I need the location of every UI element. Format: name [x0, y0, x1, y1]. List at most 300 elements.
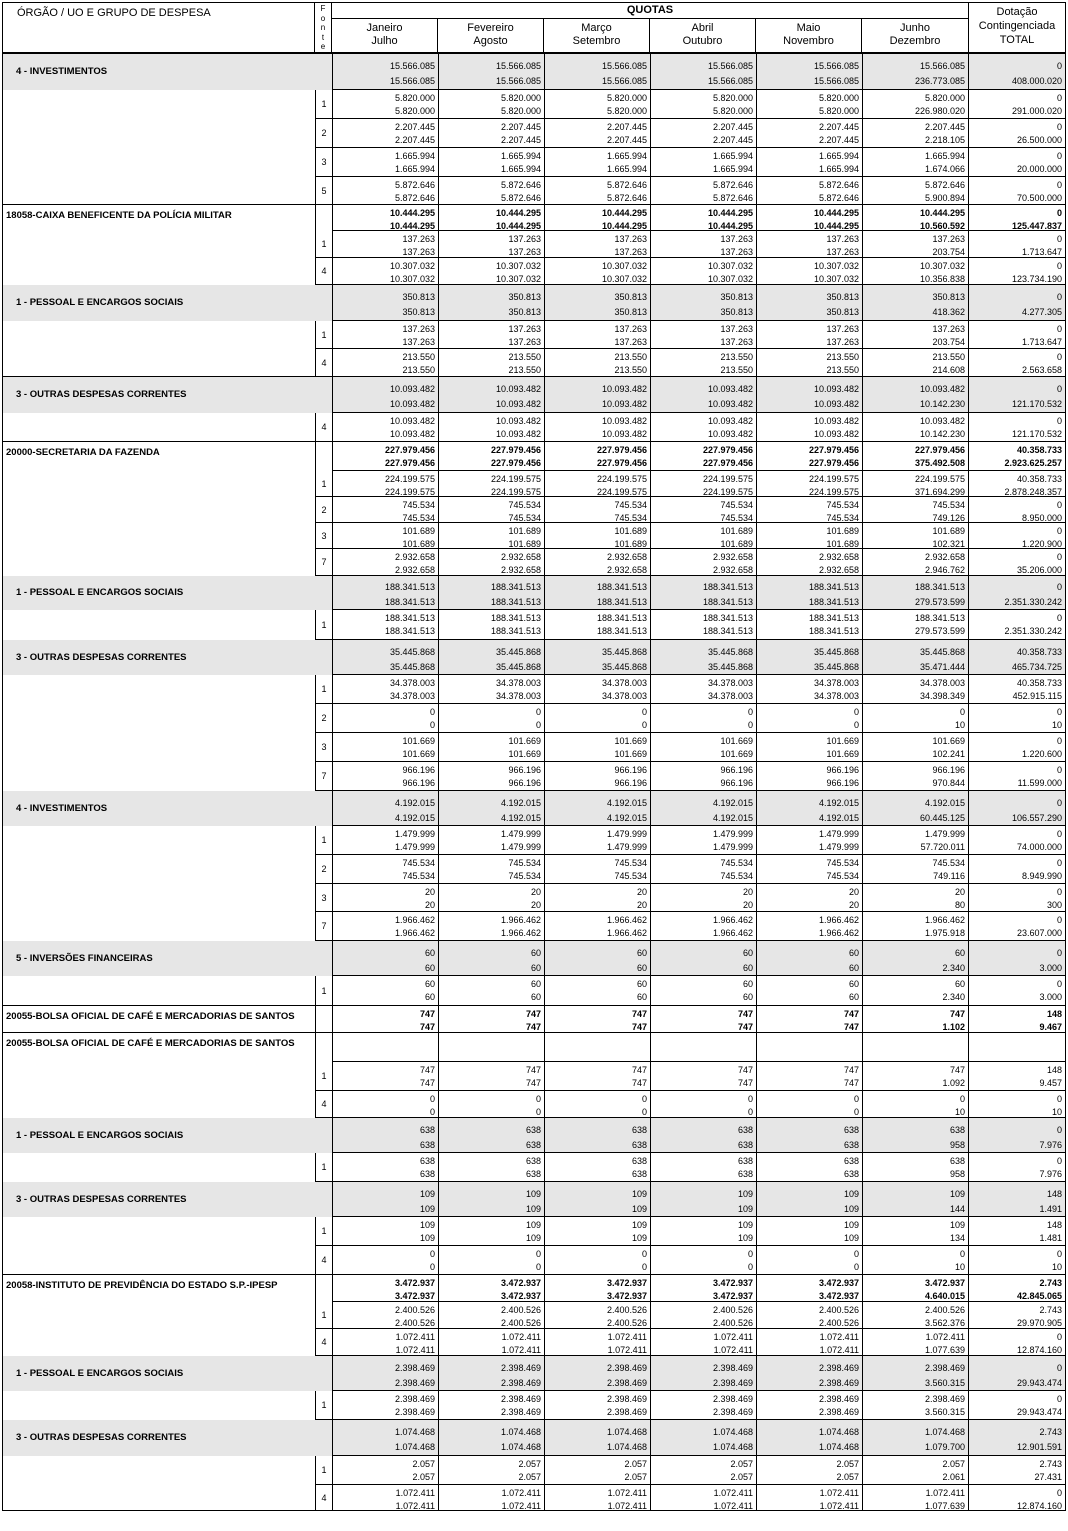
value-second-semester: 2.563.658	[1021, 364, 1062, 375]
value-second-semester: 0	[429, 1106, 435, 1117]
quota-cell	[651, 413, 757, 442]
value-second-semester: 2.398.469	[394, 1377, 435, 1388]
quota-cell	[545, 791, 651, 826]
value-second-semester: 1.479.999	[606, 841, 647, 852]
value-second-semester: 3.472.937	[606, 1290, 647, 1301]
value-first-semester: 3.472.937	[712, 1278, 753, 1288]
value-second-semester: 101.689	[720, 538, 753, 549]
group-row	[2, 941, 1066, 976]
value-second-semester: 60	[848, 991, 859, 1002]
value-second-semester: 1.966.462	[606, 927, 647, 938]
quota-cell	[439, 523, 545, 549]
value-first-semester: 350.813	[402, 292, 435, 302]
value-second-semester: 29.943.474	[1016, 1377, 1062, 1388]
value-second-semester: 35.206.000	[1016, 564, 1062, 575]
quota-cell	[863, 576, 969, 610]
quota-cell	[651, 377, 757, 413]
quota-cell	[651, 733, 757, 762]
value-second-semester: 2.057	[624, 1471, 647, 1482]
value-second-semester: 236.773.085	[914, 76, 965, 86]
value-first-semester: 1.074.468	[712, 1427, 753, 1437]
value-first-semester: 0	[1056, 1156, 1062, 1166]
fonte-letter: t	[321, 32, 325, 42]
quota-cell	[439, 1246, 545, 1275]
fonte-code: 2	[315, 497, 333, 523]
value-first-semester: 5.820.000	[712, 93, 753, 103]
dotacao-cell	[969, 119, 1066, 148]
quota-cell	[757, 205, 863, 231]
quota-cell	[333, 177, 439, 205]
value-second-semester: 10.307.032	[707, 273, 753, 284]
value-second-semester: 2.398.469	[712, 1377, 753, 1388]
dotacao-cell	[969, 1302, 1066, 1329]
quota-cell	[333, 791, 439, 826]
fonte-code: 4	[315, 258, 333, 285]
value-first-semester: 5.872.646	[712, 180, 753, 190]
quota-cell	[333, 941, 439, 976]
value-first-semester: 2.932.658	[606, 552, 647, 562]
value-first-semester: 1.665.994	[394, 151, 435, 161]
value-second-semester: 1.491	[1039, 1203, 1062, 1214]
value-first-semester: 747	[419, 1065, 435, 1075]
fonte-letter: F	[320, 4, 326, 13]
value-second-semester: 101.669	[614, 748, 647, 759]
value-first-semester: 15.566.085	[601, 61, 647, 71]
quota-cell	[545, 523, 651, 549]
quota-cell	[651, 1153, 757, 1182]
value-second-semester: 57.720.011	[920, 841, 965, 852]
row-label	[2, 826, 333, 855]
quota-cell	[545, 1118, 651, 1153]
quota-cell	[545, 1485, 651, 1511]
value-second-semester: 10.307.032	[813, 273, 859, 284]
value-second-semester: 15.566.085	[601, 76, 647, 86]
fonte-code	[315, 205, 333, 231]
value-first-semester: 20	[954, 887, 965, 897]
quota-cell	[863, 941, 969, 976]
value-second-semester: 34.378.003	[495, 690, 541, 701]
value-second-semester: 35.445.868	[601, 661, 647, 672]
row-divider	[2, 1510, 1066, 1511]
value-first-semester: 4.192.015	[924, 797, 965, 808]
fonte-code: 1	[315, 1217, 333, 1246]
value-second-semester: 101.689	[402, 538, 435, 549]
value-first-semester: 10.093.482	[389, 416, 435, 426]
quota-cell	[757, 610, 863, 640]
value-first-semester: 0	[429, 1094, 435, 1104]
value-first-semester: 10.093.482	[707, 416, 753, 426]
value-second-semester: 2.398.469	[712, 1406, 753, 1417]
value-second-semester: 137.263	[508, 246, 541, 257]
fonte-code: 2	[315, 855, 333, 884]
value-second-semester: 188.341.513	[596, 625, 647, 636]
quota-cell	[545, 610, 651, 640]
value-first-semester: 10.093.482	[601, 416, 647, 426]
fonte-row	[2, 1217, 1066, 1246]
quota-cell	[439, 1006, 545, 1033]
value-second-semester: 2.207.445	[500, 134, 541, 145]
value-first-semester: 0	[959, 1094, 965, 1104]
quota-cell	[545, 1182, 651, 1217]
value-first-semester: 109	[631, 1188, 647, 1199]
value-first-semester: 34.378.003	[813, 678, 859, 688]
quota-cell	[439, 54, 545, 90]
value-first-semester: 0	[535, 707, 541, 717]
value-second-semester: 10.093.482	[495, 399, 541, 409]
value-first-semester: 745.534	[720, 500, 753, 510]
value-second-semester: 745.534	[508, 512, 541, 523]
fonte-code	[315, 1356, 333, 1391]
value-first-semester: 227.979.456	[702, 445, 753, 455]
quota-cell	[651, 884, 757, 912]
value-second-semester: 747	[419, 1021, 435, 1032]
value-second-semester: 747	[525, 1021, 541, 1032]
value-first-semester: 0	[1056, 292, 1062, 302]
value-second-semester: 60	[636, 962, 647, 973]
value-second-semester: 10.093.482	[707, 428, 753, 439]
value-first-semester: 1.665.994	[924, 151, 965, 161]
value-second-semester: 0	[747, 1261, 753, 1272]
value-first-semester: 1.074.468	[606, 1427, 647, 1437]
quota-cell	[545, 1062, 651, 1091]
fonte-row	[2, 148, 1066, 177]
value-second-semester: 2.398.469	[500, 1377, 541, 1388]
dotacao-cell	[969, 1182, 1066, 1217]
value-first-semester: 10.307.032	[601, 261, 647, 271]
value-first-semester: 227.979.456	[914, 445, 965, 455]
quota-cell	[545, 1217, 651, 1246]
value-first-semester: 109	[419, 1220, 435, 1230]
group-row	[2, 1182, 1066, 1217]
quota-cell	[545, 413, 651, 442]
fonte-row	[2, 762, 1066, 791]
quota-cell	[651, 1062, 757, 1091]
value-second-semester: 2.207.445	[818, 134, 859, 145]
value-first-semester: 148	[1046, 1220, 1062, 1230]
value-first-semester: 188.341.513	[914, 613, 965, 623]
value-second-semester: 1.479.999	[394, 841, 435, 852]
value-first-semester: 966.196	[508, 765, 541, 775]
value-second-semester: 137.263	[614, 336, 647, 347]
value-second-semester: 2.400.526	[818, 1317, 859, 1328]
quota-cell	[545, 258, 651, 285]
value-second-semester: 106.557.290	[1011, 812, 1062, 823]
value-second-semester: 2.061	[942, 1471, 965, 1482]
value-first-semester: 0	[1056, 613, 1062, 623]
value-second-semester: 10.093.482	[813, 399, 859, 409]
value-second-semester: 188.341.513	[384, 625, 435, 636]
quota-cell	[333, 321, 439, 349]
quota-cell	[439, 1153, 545, 1182]
value-first-semester: 0	[1056, 552, 1062, 562]
value-first-semester: 0	[747, 707, 753, 717]
value-second-semester: 20	[848, 899, 859, 910]
value-first-semester: 1.072.411	[395, 1488, 435, 1498]
value-second-semester: 213.550	[508, 364, 541, 375]
row-label	[2, 471, 333, 497]
value-first-semester: 2.398.469	[818, 1394, 859, 1404]
quota-cell	[863, 54, 969, 90]
value-second-semester: 144	[949, 1203, 965, 1214]
row-label: 1 - PESSOAL E ENCARGOS SOCIAIS	[2, 285, 333, 321]
dotacao-cell	[969, 762, 1066, 791]
fonte-code	[315, 1006, 333, 1033]
quota-cell	[439, 90, 545, 119]
month-top: Junho	[900, 22, 930, 34]
quota-cell	[757, 704, 863, 733]
value-first-semester: 0	[1056, 180, 1062, 190]
dotacao-cell	[969, 231, 1066, 258]
quota-cell	[333, 762, 439, 791]
value-second-semester: 10.444.295	[813, 220, 859, 231]
dotacao-cell	[969, 1091, 1066, 1118]
value-first-semester: 745.534	[508, 500, 541, 510]
value-first-semester: 109	[843, 1220, 859, 1230]
value-first-semester: 5.820.000	[394, 93, 435, 103]
quota-cell	[333, 1329, 439, 1356]
quota-cell	[545, 733, 651, 762]
value-first-semester: 15.566.085	[389, 61, 435, 71]
quota-cell	[333, 1302, 439, 1329]
value-second-semester: 10.093.482	[495, 428, 541, 439]
value-first-semester: 10.307.032	[495, 261, 541, 271]
value-first-semester: 0	[1056, 1124, 1062, 1135]
value-first-semester: 40.358.733	[1016, 445, 1062, 455]
value-first-semester: 10.093.482	[495, 384, 541, 394]
month-bottom: Dezembro	[889, 35, 941, 47]
value-second-semester: 2.207.445	[712, 134, 753, 145]
row-label	[2, 119, 333, 148]
value-second-semester: 0	[641, 719, 647, 730]
value-first-semester: 10.093.482	[919, 416, 965, 426]
value-second-semester: 745.534	[508, 870, 541, 881]
value-first-semester: 2.932.658	[394, 552, 435, 562]
value-first-semester: 638	[419, 1156, 435, 1166]
month-top: Abril	[691, 22, 714, 34]
value-second-semester: 638	[737, 1168, 753, 1179]
value-second-semester: 15.566.085	[813, 76, 859, 86]
value-first-semester: 60	[954, 979, 965, 989]
value-first-semester: 20	[848, 887, 859, 897]
value-first-semester: 101.669	[508, 736, 541, 746]
quota-cell	[545, 54, 651, 90]
month-bottom: Agosto	[473, 35, 508, 47]
value-first-semester: 2.398.469	[818, 1362, 859, 1373]
value-first-semester: 137.263	[402, 324, 435, 334]
quota-cell	[439, 855, 545, 884]
quota-cell	[757, 442, 863, 471]
fonte-row	[2, 1485, 1066, 1511]
quota-cell	[651, 54, 757, 90]
value-first-semester: 0	[1056, 526, 1062, 536]
quota-cell	[333, 205, 439, 231]
value-second-semester: 745.534	[614, 870, 647, 881]
fonte-code	[315, 640, 333, 675]
value-first-semester: 0	[1056, 384, 1062, 394]
dotacao-cell	[969, 1391, 1066, 1420]
value-first-semester: 34.378.003	[601, 678, 647, 688]
value-second-semester: 188.341.513	[384, 597, 435, 607]
value-first-semester: 0	[1056, 947, 1062, 958]
value-second-semester: 10	[954, 1106, 965, 1117]
value-second-semester: 11.599.000	[1017, 777, 1062, 788]
value-first-semester: 2.207.445	[500, 122, 541, 132]
value-second-semester: 0	[747, 1106, 753, 1117]
quota-cell	[333, 733, 439, 762]
value-second-semester: 2.207.445	[606, 134, 647, 145]
value-second-semester: 80	[954, 899, 965, 910]
fonte-code: 1	[315, 90, 333, 119]
quota-cell	[863, 549, 969, 576]
value-second-semester: 10.307.032	[495, 273, 541, 284]
value-second-semester: 2.878.248.357	[1004, 486, 1062, 497]
value-second-semester: 188.341.513	[808, 597, 859, 607]
value-second-semester: 60.445.125	[919, 812, 965, 823]
value-first-semester: 0	[535, 1249, 541, 1259]
quota-cell	[439, 119, 545, 148]
table-right-border	[1065, 54, 1066, 1511]
fonte-code: 1	[315, 1391, 333, 1420]
value-first-semester: 35.445.868	[495, 646, 541, 657]
value-first-semester: 638	[631, 1156, 647, 1166]
fonte-code	[315, 377, 333, 413]
quota-cell	[439, 1329, 545, 1356]
quota-cell	[757, 1246, 863, 1275]
value-first-semester: 188.341.513	[490, 582, 541, 592]
fonte-code: 4	[315, 349, 333, 377]
value-first-semester: 137.263	[508, 324, 541, 334]
value-first-semester: 3.472.937	[818, 1278, 859, 1288]
quota-cell	[863, 231, 969, 258]
month-bottom: Julho	[371, 35, 398, 47]
value-second-semester: 2.207.445	[394, 134, 435, 145]
value-second-semester: 60	[742, 962, 753, 973]
value-first-semester: 2.398.469	[500, 1362, 541, 1373]
value-second-semester: 102.321	[932, 538, 965, 549]
value-first-semester: 34.378.003	[707, 678, 753, 688]
quota-cell	[439, 1118, 545, 1153]
dotacao-cell	[969, 941, 1066, 976]
quota-cell	[651, 1391, 757, 1420]
value-first-semester: 3.472.937	[394, 1278, 435, 1288]
quota-cell	[863, 1062, 969, 1091]
value-first-semester: 188.341.513	[384, 582, 435, 592]
value-first-semester: 0	[747, 1094, 753, 1104]
quota-cell	[545, 762, 651, 791]
value-first-semester: 638	[525, 1124, 541, 1135]
value-first-semester: 137.263	[932, 324, 965, 334]
quota-cell	[439, 1217, 545, 1246]
fonte-row	[2, 1091, 1066, 1118]
quota-cell	[863, 675, 969, 704]
row-label: 20055-BOLSA OFICIAL DE CAFÉ E MERCADORIAS DE SANTOS	[6, 1038, 295, 1049]
value-second-semester: 747	[631, 1021, 647, 1032]
quota-cell	[651, 610, 757, 640]
dotacao-cell	[969, 855, 1066, 884]
value-first-semester: 745.534	[402, 500, 435, 510]
value-first-semester: 638	[525, 1156, 541, 1166]
value-second-semester: 227.979.456	[490, 457, 541, 468]
value-first-semester: 188.341.513	[702, 613, 753, 623]
quota-cell	[545, 1246, 651, 1275]
quota-cell	[333, 285, 439, 321]
quota-cell	[863, 148, 969, 177]
row-label	[2, 704, 333, 733]
quota-cell	[651, 497, 757, 523]
quota-cell	[863, 1456, 969, 1485]
value-first-semester: 0	[1056, 122, 1062, 132]
value-second-semester: 15.566.085	[495, 76, 541, 86]
value-second-semester: 1.074.468	[818, 1442, 859, 1452]
quota-cell	[333, 523, 439, 549]
value-second-semester: 2.932.658	[712, 564, 753, 575]
value-first-semester: 966.196	[720, 765, 753, 775]
dotacao-cell	[969, 912, 1066, 941]
value-second-semester: 966.196	[826, 777, 859, 788]
quota-cell	[333, 1062, 439, 1091]
value-first-semester: 0	[1056, 234, 1062, 244]
value-first-semester: 60	[424, 947, 435, 958]
value-second-semester: 5.820.000	[606, 105, 647, 116]
value-second-semester: 745.534	[402, 512, 435, 523]
quota-cell	[651, 1485, 757, 1511]
value-first-semester: 101.689	[614, 526, 647, 536]
value-second-semester: 2.932.658	[394, 564, 435, 575]
value-second-semester: 2.398.469	[500, 1406, 541, 1417]
value-first-semester: 1.074.468	[500, 1427, 541, 1437]
value-first-semester: 5.820.000	[818, 93, 859, 103]
quota-cell	[651, 826, 757, 855]
value-second-semester: 137.263	[826, 246, 859, 257]
quota-cell	[651, 285, 757, 321]
fonte-row	[2, 704, 1066, 733]
fonte-code: 3	[315, 733, 333, 762]
value-second-semester: 1.072.411	[713, 1344, 753, 1355]
value-first-semester: 747	[631, 1065, 647, 1075]
dotacao-line3: TOTAL	[999, 34, 1035, 46]
quota-cell	[757, 884, 863, 912]
value-first-semester: 2.057	[518, 1459, 541, 1469]
quota-cell	[333, 231, 439, 258]
value-first-semester: 2.057	[412, 1459, 435, 1469]
value-first-semester: 227.979.456	[384, 445, 435, 455]
value-first-semester: 0	[641, 1094, 647, 1104]
dotacao-cell	[969, 576, 1066, 610]
value-second-semester: 371.694.299	[914, 486, 965, 497]
value-second-semester: 3.472.937	[394, 1290, 435, 1301]
value-second-semester: 1.966.462	[818, 927, 859, 938]
fonte-code: 4	[315, 1485, 333, 1511]
quota-cell	[757, 321, 863, 349]
quota-cell	[439, 1420, 545, 1456]
quota-cell	[651, 912, 757, 941]
value-first-semester: 213.550	[508, 352, 541, 362]
value-first-semester: 2.207.445	[924, 122, 965, 132]
value-second-semester: 1.220.900	[1021, 538, 1062, 549]
value-first-semester: 0	[1056, 352, 1062, 362]
row-label	[2, 675, 333, 704]
quota-cell	[333, 497, 439, 523]
value-second-semester: 8.950.000	[1021, 512, 1062, 523]
value-first-semester: 213.550	[932, 352, 965, 362]
quota-cell	[333, 471, 439, 497]
value-second-semester: 0	[535, 1261, 541, 1272]
value-second-semester: 350.813	[508, 307, 541, 317]
value-first-semester: 10.093.482	[601, 384, 647, 394]
value-first-semester: 0	[1056, 797, 1062, 808]
quota-cell	[545, 855, 651, 884]
quota-cell	[757, 762, 863, 791]
